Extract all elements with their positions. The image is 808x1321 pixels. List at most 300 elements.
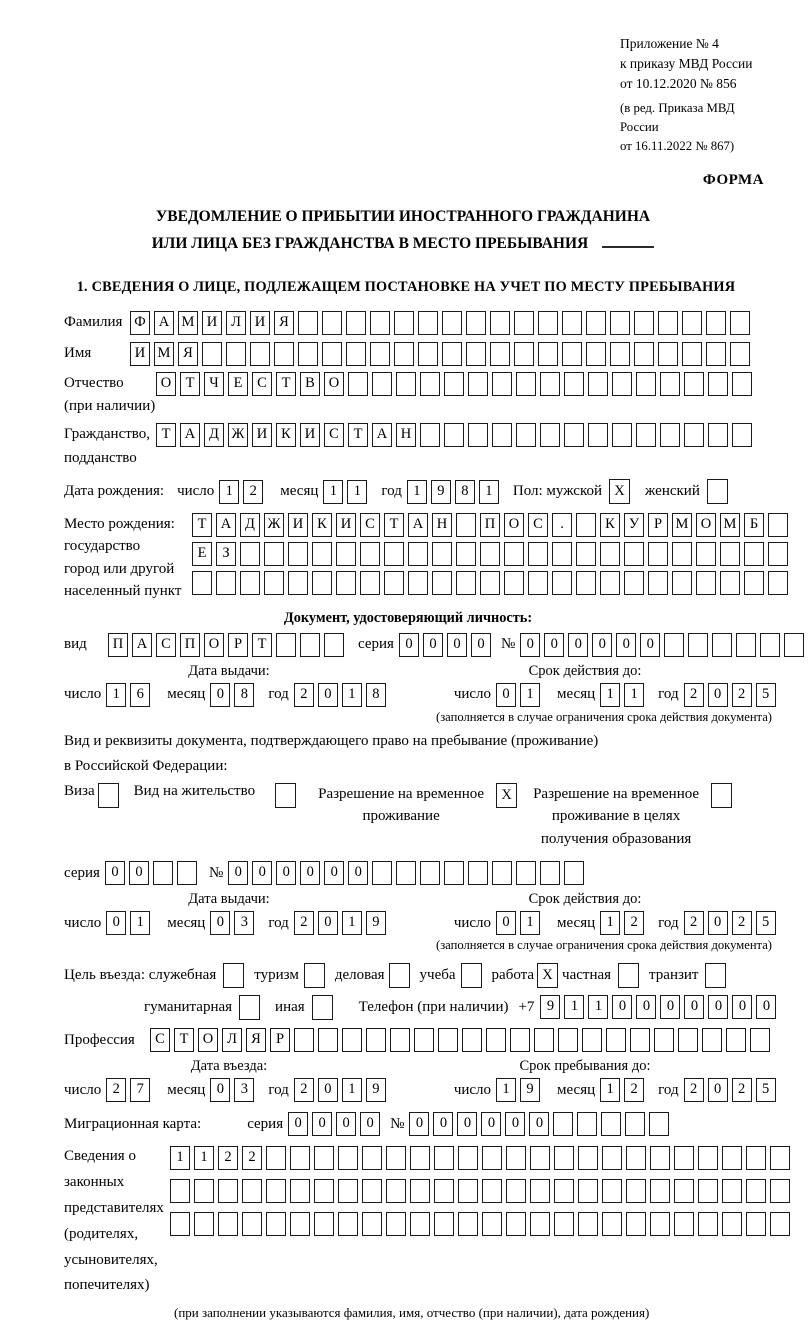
char-cell[interactable]	[706, 342, 726, 366]
char-cell[interactable]: 0	[423, 633, 443, 657]
char-cell[interactable]: 0	[708, 995, 728, 1019]
char-cell[interactable]: 0	[447, 633, 467, 657]
char-cell[interactable]: 0	[544, 633, 564, 657]
char-cell[interactable]	[664, 633, 684, 657]
char-cell[interactable]	[312, 542, 332, 566]
char-cell[interactable]: 1	[347, 480, 367, 504]
char-cell[interactable]	[266, 1146, 286, 1170]
char-cell[interactable]	[384, 571, 404, 595]
char-cell[interactable]	[290, 1146, 310, 1170]
char-cell[interactable]: 2	[218, 1146, 238, 1170]
char-cell[interactable]	[482, 1212, 502, 1236]
char-cell[interactable]	[218, 1179, 238, 1203]
char-cell[interactable]: 2	[684, 683, 704, 707]
char-cell[interactable]: 0	[210, 683, 230, 707]
char-cell[interactable]: С	[528, 513, 548, 537]
char-cell[interactable]	[528, 571, 548, 595]
char-cell[interactable]	[480, 542, 500, 566]
char-cell[interactable]	[582, 1028, 602, 1052]
char-cell[interactable]: Б	[744, 513, 764, 537]
char-cell[interactable]	[730, 342, 750, 366]
char-cell[interactable]	[408, 571, 428, 595]
char-cell[interactable]	[264, 542, 284, 566]
char-cell[interactable]	[732, 423, 752, 447]
char-cell[interactable]: 0	[684, 995, 704, 1019]
char-cell[interactable]	[674, 1146, 694, 1170]
char-cell[interactable]: 3	[234, 1078, 254, 1102]
char-cell[interactable]: Т	[348, 423, 368, 447]
char-cell[interactable]	[510, 1028, 530, 1052]
char-cell[interactable]	[648, 571, 668, 595]
char-cell[interactable]: 9	[366, 1078, 386, 1102]
char-cell[interactable]: 1	[407, 480, 427, 504]
char-cell[interactable]: О	[156, 372, 176, 396]
char-cell[interactable]	[588, 372, 608, 396]
char-cell[interactable]	[468, 372, 488, 396]
residence-permit-checkbox[interactable]	[275, 783, 296, 808]
char-cell[interactable]	[648, 542, 668, 566]
char-cell[interactable]	[698, 1212, 718, 1236]
char-cell[interactable]	[432, 571, 452, 595]
char-cell[interactable]	[672, 571, 692, 595]
char-cell[interactable]	[462, 1028, 482, 1052]
char-cell[interactable]: 0	[471, 633, 491, 657]
char-cell[interactable]	[650, 1212, 670, 1236]
char-cell[interactable]: Ж	[228, 423, 248, 447]
char-cell[interactable]: А	[132, 633, 152, 657]
char-cell[interactable]: 0	[708, 1078, 728, 1102]
char-cell[interactable]	[553, 1112, 573, 1136]
char-cell[interactable]	[672, 542, 692, 566]
char-cell[interactable]	[466, 342, 486, 366]
char-cell[interactable]: А	[154, 311, 174, 335]
char-cell[interactable]: Ч	[204, 372, 224, 396]
char-cell[interactable]	[468, 861, 488, 885]
char-cell[interactable]	[274, 342, 294, 366]
char-cell[interactable]: 1	[520, 683, 540, 707]
tourism-checkbox[interactable]	[304, 963, 325, 988]
char-cell[interactable]	[456, 571, 476, 595]
char-cell[interactable]	[288, 542, 308, 566]
char-cell[interactable]: 0	[252, 861, 272, 885]
char-cell[interactable]	[538, 342, 558, 366]
char-cell[interactable]: С	[252, 372, 272, 396]
char-cell[interactable]	[576, 513, 596, 537]
char-cell[interactable]: К	[276, 423, 296, 447]
char-cell[interactable]	[770, 1179, 790, 1203]
char-cell[interactable]	[218, 1212, 238, 1236]
char-cell[interactable]	[434, 1179, 454, 1203]
char-cell[interactable]: С	[150, 1028, 170, 1052]
char-cell[interactable]: 0	[300, 861, 320, 885]
char-cell[interactable]	[578, 1212, 598, 1236]
char-cell[interactable]: М	[720, 513, 740, 537]
char-cell[interactable]	[300, 633, 320, 657]
char-cell[interactable]: 2	[106, 1078, 126, 1102]
char-cell[interactable]: 0	[496, 683, 516, 707]
char-cell[interactable]: 0	[505, 1112, 525, 1136]
char-cell[interactable]	[696, 542, 716, 566]
char-cell[interactable]	[746, 1212, 766, 1236]
char-cell[interactable]: Т	[180, 372, 200, 396]
char-cell[interactable]	[298, 342, 318, 366]
char-cell[interactable]: .	[552, 513, 572, 537]
char-cell[interactable]: 2	[294, 683, 314, 707]
char-cell[interactable]	[506, 1179, 526, 1203]
char-cell[interactable]: 0	[409, 1112, 429, 1136]
char-cell[interactable]: 2	[624, 911, 644, 935]
official-checkbox[interactable]	[223, 963, 244, 988]
char-cell[interactable]	[514, 311, 534, 335]
char-cell[interactable]	[554, 1212, 574, 1236]
char-cell[interactable]	[702, 1028, 722, 1052]
char-cell[interactable]	[456, 513, 476, 537]
work-checkbox[interactable]: X	[537, 963, 558, 988]
char-cell[interactable]	[194, 1179, 214, 1203]
char-cell[interactable]	[564, 372, 584, 396]
char-cell[interactable]	[442, 311, 462, 335]
char-cell[interactable]	[562, 311, 582, 335]
char-cell[interactable]	[658, 311, 678, 335]
char-cell[interactable]	[732, 372, 752, 396]
char-cell[interactable]	[630, 1028, 650, 1052]
char-cell[interactable]	[770, 1212, 790, 1236]
char-cell[interactable]: 0	[318, 683, 338, 707]
char-cell[interactable]	[386, 1212, 406, 1236]
char-cell[interactable]: 2	[294, 911, 314, 935]
char-cell[interactable]	[660, 372, 680, 396]
char-cell[interactable]	[540, 423, 560, 447]
char-cell[interactable]	[576, 542, 596, 566]
char-cell[interactable]	[216, 571, 236, 595]
char-cell[interactable]	[750, 1028, 770, 1052]
char-cell[interactable]	[338, 1212, 358, 1236]
char-cell[interactable]: 9	[540, 995, 560, 1019]
char-cell[interactable]: С	[360, 513, 380, 537]
char-cell[interactable]	[458, 1146, 478, 1170]
char-cell[interactable]	[410, 1212, 430, 1236]
char-cell[interactable]	[722, 1179, 742, 1203]
char-cell[interactable]: 0	[312, 1112, 332, 1136]
char-cell[interactable]	[366, 1028, 386, 1052]
char-cell[interactable]	[688, 633, 708, 657]
char-cell[interactable]: Т	[252, 633, 272, 657]
char-cell[interactable]	[336, 542, 356, 566]
char-cell[interactable]: 1	[624, 683, 644, 707]
char-cell[interactable]	[410, 1146, 430, 1170]
char-cell[interactable]	[372, 372, 392, 396]
char-cell[interactable]: 0	[360, 1112, 380, 1136]
char-cell[interactable]	[418, 342, 438, 366]
char-cell[interactable]	[625, 1112, 645, 1136]
char-cell[interactable]: 0	[660, 995, 680, 1019]
char-cell[interactable]	[370, 311, 390, 335]
char-cell[interactable]: М	[178, 311, 198, 335]
char-cell[interactable]: 2	[732, 683, 752, 707]
char-cell[interactable]: Я	[178, 342, 198, 366]
char-cell[interactable]	[612, 372, 632, 396]
char-cell[interactable]: 1	[342, 683, 362, 707]
char-cell[interactable]: Е	[228, 372, 248, 396]
char-cell[interactable]	[634, 342, 654, 366]
char-cell[interactable]: 0	[592, 633, 612, 657]
char-cell[interactable]: 1	[194, 1146, 214, 1170]
char-cell[interactable]: В	[300, 372, 320, 396]
char-cell[interactable]	[578, 1146, 598, 1170]
char-cell[interactable]	[602, 1179, 622, 1203]
char-cell[interactable]	[636, 372, 656, 396]
char-cell[interactable]: 0	[105, 861, 125, 885]
char-cell[interactable]	[624, 542, 644, 566]
char-cell[interactable]	[396, 861, 416, 885]
char-cell[interactable]	[602, 1146, 622, 1170]
char-cell[interactable]	[386, 1179, 406, 1203]
char-cell[interactable]	[624, 571, 644, 595]
temp-edu-checkbox[interactable]	[711, 783, 732, 808]
char-cell[interactable]	[600, 571, 620, 595]
char-cell[interactable]: 0	[708, 911, 728, 935]
char-cell[interactable]: 0	[318, 911, 338, 935]
char-cell[interactable]	[634, 311, 654, 335]
char-cell[interactable]	[768, 513, 788, 537]
char-cell[interactable]: И	[202, 311, 222, 335]
char-cell[interactable]: 0	[129, 861, 149, 885]
char-cell[interactable]	[324, 633, 344, 657]
char-cell[interactable]: П	[480, 513, 500, 537]
char-cell[interactable]	[386, 1146, 406, 1170]
char-cell[interactable]: 1	[600, 683, 620, 707]
char-cell[interactable]	[466, 311, 486, 335]
char-cell[interactable]: У	[624, 513, 644, 537]
char-cell[interactable]	[294, 1028, 314, 1052]
char-cell[interactable]	[650, 1146, 670, 1170]
char-cell[interactable]: К	[600, 513, 620, 537]
char-cell[interactable]: О	[324, 372, 344, 396]
char-cell[interactable]: П	[108, 633, 128, 657]
char-cell[interactable]	[360, 571, 380, 595]
char-cell[interactable]	[362, 1212, 382, 1236]
char-cell[interactable]	[654, 1028, 674, 1052]
char-cell[interactable]: 1	[600, 911, 620, 935]
char-cell[interactable]	[650, 1179, 670, 1203]
char-cell[interactable]	[290, 1179, 310, 1203]
char-cell[interactable]	[492, 423, 512, 447]
char-cell[interactable]: 2	[624, 1078, 644, 1102]
char-cell[interactable]	[712, 633, 732, 657]
char-cell[interactable]: А	[180, 423, 200, 447]
char-cell[interactable]	[322, 311, 342, 335]
char-cell[interactable]: 5	[756, 683, 776, 707]
char-cell[interactable]	[530, 1146, 550, 1170]
char-cell[interactable]: 0	[210, 1078, 230, 1102]
char-cell[interactable]	[396, 372, 416, 396]
char-cell[interactable]: И	[288, 513, 308, 537]
char-cell[interactable]: П	[180, 633, 200, 657]
char-cell[interactable]	[530, 1179, 550, 1203]
char-cell[interactable]	[540, 861, 560, 885]
char-cell[interactable]	[438, 1028, 458, 1052]
char-cell[interactable]: Д	[240, 513, 260, 537]
char-cell[interactable]	[588, 423, 608, 447]
char-cell[interactable]	[768, 571, 788, 595]
char-cell[interactable]: И	[252, 423, 272, 447]
char-cell[interactable]: И	[250, 311, 270, 335]
char-cell[interactable]	[360, 542, 380, 566]
char-cell[interactable]	[516, 861, 536, 885]
char-cell[interactable]: З	[216, 542, 236, 566]
char-cell[interactable]	[552, 571, 572, 595]
char-cell[interactable]: 1	[219, 480, 239, 504]
char-cell[interactable]	[770, 1146, 790, 1170]
char-cell[interactable]: 8	[234, 683, 254, 707]
char-cell[interactable]	[626, 1212, 646, 1236]
char-cell[interactable]: 1	[106, 683, 126, 707]
char-cell[interactable]	[530, 1212, 550, 1236]
char-cell[interactable]: И	[130, 342, 150, 366]
char-cell[interactable]	[338, 1146, 358, 1170]
char-cell[interactable]	[322, 342, 342, 366]
char-cell[interactable]: А	[372, 423, 392, 447]
char-cell[interactable]	[420, 372, 440, 396]
char-cell[interactable]	[362, 1146, 382, 1170]
char-cell[interactable]: 2	[684, 1078, 704, 1102]
char-cell[interactable]	[706, 311, 726, 335]
char-cell[interactable]	[504, 542, 524, 566]
char-cell[interactable]: 1	[342, 1078, 362, 1102]
char-cell[interactable]: 0	[399, 633, 419, 657]
char-cell[interactable]: 1	[588, 995, 608, 1019]
char-cell[interactable]: 8	[366, 683, 386, 707]
char-cell[interactable]: 1	[130, 911, 150, 935]
female-checkbox[interactable]	[707, 479, 728, 504]
char-cell[interactable]	[240, 542, 260, 566]
char-cell[interactable]: 2	[242, 1146, 262, 1170]
char-cell[interactable]	[730, 311, 750, 335]
char-cell[interactable]	[682, 342, 702, 366]
char-cell[interactable]: О	[504, 513, 524, 537]
char-cell[interactable]	[490, 342, 510, 366]
char-cell[interactable]: 0	[288, 1112, 308, 1136]
char-cell[interactable]	[177, 861, 197, 885]
char-cell[interactable]: 0	[348, 861, 368, 885]
char-cell[interactable]	[384, 542, 404, 566]
char-cell[interactable]	[482, 1179, 502, 1203]
char-cell[interactable]: 8	[455, 480, 475, 504]
char-cell[interactable]: 0	[318, 1078, 338, 1102]
char-cell[interactable]: 0	[529, 1112, 549, 1136]
char-cell[interactable]	[288, 571, 308, 595]
char-cell[interactable]	[562, 342, 582, 366]
study-checkbox[interactable]	[461, 963, 482, 988]
char-cell[interactable]: Р	[270, 1028, 290, 1052]
char-cell[interactable]: Р	[228, 633, 248, 657]
char-cell[interactable]	[480, 571, 500, 595]
char-cell[interactable]	[516, 372, 536, 396]
char-cell[interactable]	[514, 342, 534, 366]
business-checkbox[interactable]	[389, 963, 410, 988]
char-cell[interactable]	[362, 1179, 382, 1203]
temp-permit-checkbox[interactable]: X	[496, 783, 517, 808]
char-cell[interactable]	[490, 311, 510, 335]
char-cell[interactable]	[684, 372, 704, 396]
char-cell[interactable]: 0	[612, 995, 632, 1019]
char-cell[interactable]: 5	[756, 1078, 776, 1102]
char-cell[interactable]	[420, 423, 440, 447]
char-cell[interactable]	[264, 571, 284, 595]
char-cell[interactable]	[390, 1028, 410, 1052]
char-cell[interactable]	[722, 1146, 742, 1170]
char-cell[interactable]: 7	[130, 1078, 150, 1102]
char-cell[interactable]: 1	[520, 911, 540, 935]
char-cell[interactable]: Т	[384, 513, 404, 537]
char-cell[interactable]: Р	[648, 513, 668, 537]
char-cell[interactable]	[170, 1179, 190, 1203]
char-cell[interactable]	[394, 311, 414, 335]
char-cell[interactable]: Е	[192, 542, 212, 566]
char-cell[interactable]	[506, 1146, 526, 1170]
char-cell[interactable]	[720, 542, 740, 566]
char-cell[interactable]: 1	[564, 995, 584, 1019]
char-cell[interactable]: 0	[520, 633, 540, 657]
char-cell[interactable]: К	[312, 513, 332, 537]
char-cell[interactable]	[226, 342, 246, 366]
char-cell[interactable]: Д	[204, 423, 224, 447]
char-cell[interactable]	[276, 633, 296, 657]
char-cell[interactable]	[194, 1212, 214, 1236]
private-checkbox[interactable]	[618, 963, 639, 988]
char-cell[interactable]: 0	[106, 911, 126, 935]
char-cell[interactable]: Л	[222, 1028, 242, 1052]
char-cell[interactable]	[468, 423, 488, 447]
char-cell[interactable]	[414, 1028, 434, 1052]
char-cell[interactable]	[444, 861, 464, 885]
char-cell[interactable]	[746, 1146, 766, 1170]
char-cell[interactable]	[636, 423, 656, 447]
char-cell[interactable]	[266, 1212, 286, 1236]
char-cell[interactable]	[458, 1212, 478, 1236]
char-cell[interactable]	[242, 1212, 262, 1236]
char-cell[interactable]	[538, 311, 558, 335]
char-cell[interactable]	[250, 342, 270, 366]
char-cell[interactable]: 0	[616, 633, 636, 657]
char-cell[interactable]	[736, 633, 756, 657]
char-cell[interactable]	[578, 1179, 598, 1203]
char-cell[interactable]	[298, 311, 318, 335]
char-cell[interactable]: 0	[276, 861, 296, 885]
char-cell[interactable]	[394, 342, 414, 366]
char-cell[interactable]	[504, 571, 524, 595]
char-cell[interactable]: 5	[756, 911, 776, 935]
char-cell[interactable]: 1	[170, 1146, 190, 1170]
char-cell[interactable]	[606, 1028, 626, 1052]
char-cell[interactable]	[602, 1212, 622, 1236]
char-cell[interactable]: 0	[568, 633, 588, 657]
char-cell[interactable]	[552, 542, 572, 566]
char-cell[interactable]	[698, 1179, 718, 1203]
char-cell[interactable]	[314, 1179, 334, 1203]
char-cell[interactable]	[290, 1212, 310, 1236]
char-cell[interactable]	[314, 1146, 334, 1170]
char-cell[interactable]: 2	[243, 480, 263, 504]
visa-checkbox[interactable]	[98, 783, 119, 808]
char-cell[interactable]	[610, 342, 630, 366]
char-cell[interactable]	[372, 861, 392, 885]
char-cell[interactable]: 0	[433, 1112, 453, 1136]
char-cell[interactable]: О	[198, 1028, 218, 1052]
char-cell[interactable]	[768, 542, 788, 566]
char-cell[interactable]: Л	[226, 311, 246, 335]
char-cell[interactable]	[601, 1112, 621, 1136]
